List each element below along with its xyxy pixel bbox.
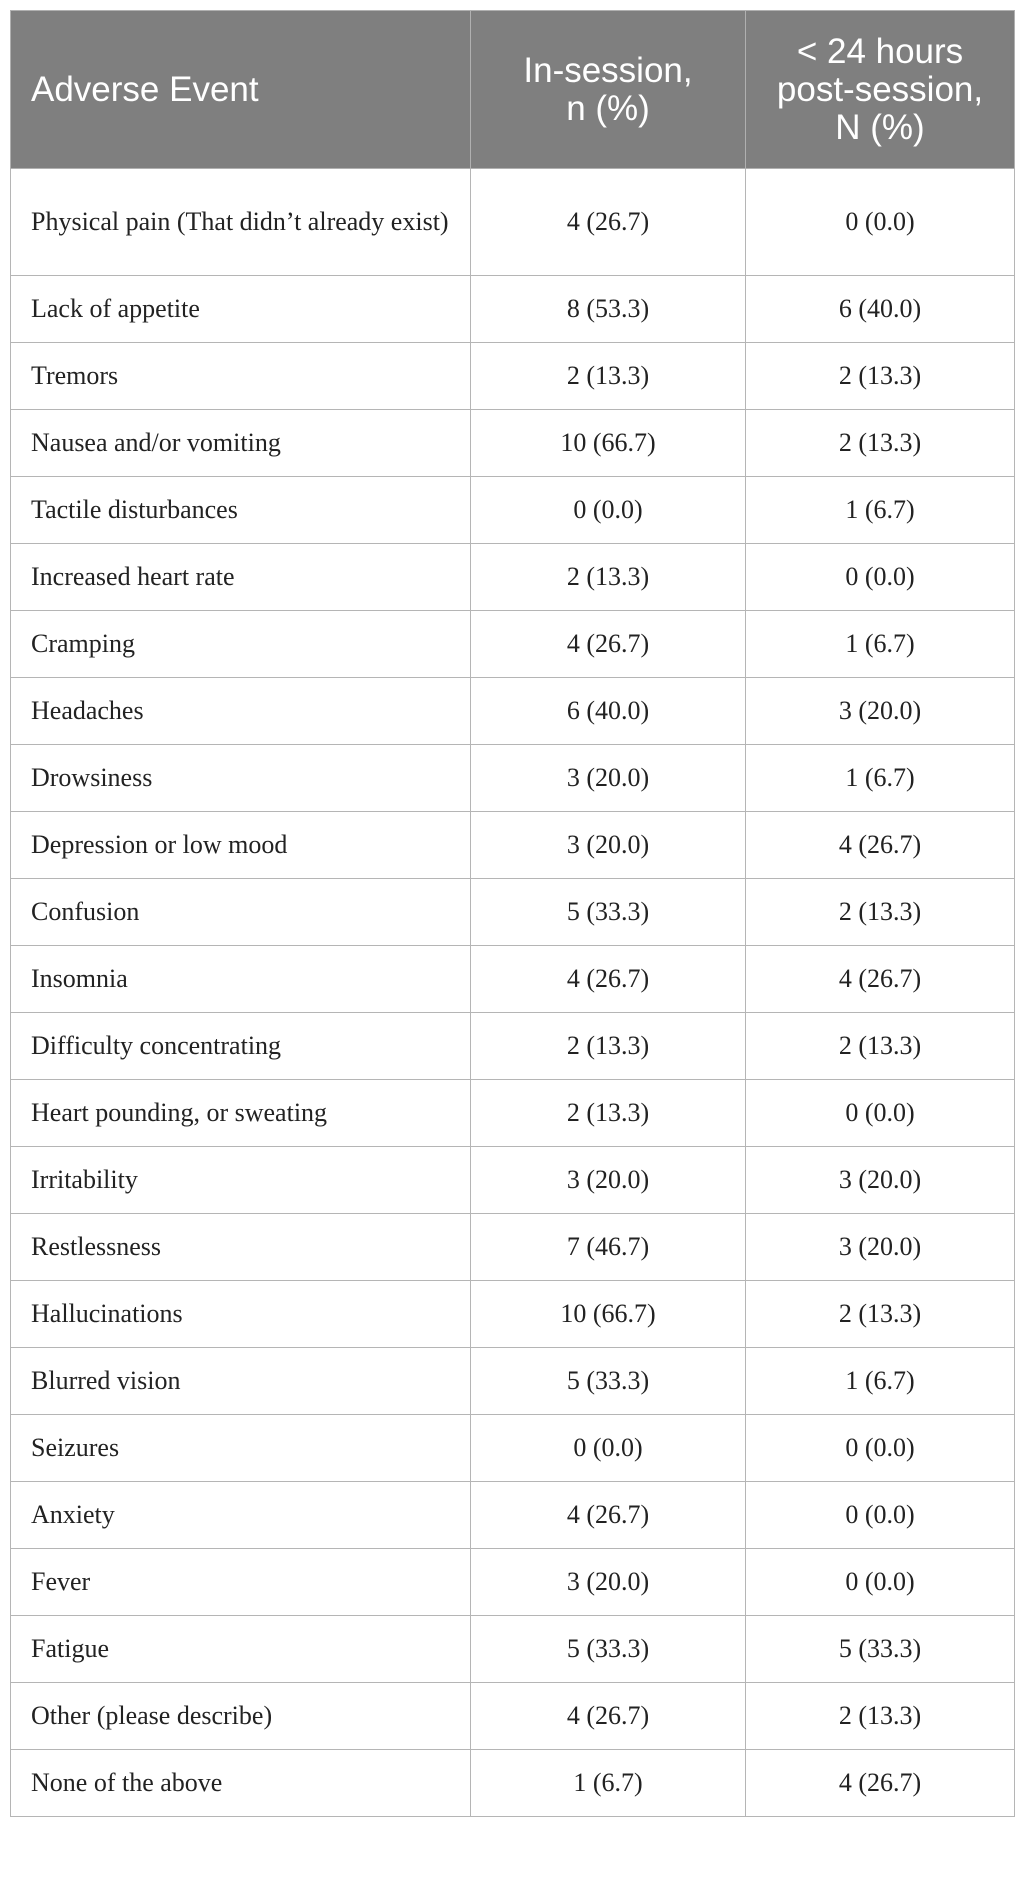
cell-post-session: 2 (13.3) xyxy=(746,1013,1015,1080)
header-line: N (%) xyxy=(835,107,925,147)
cell-adverse-event: Insomnia xyxy=(11,946,471,1013)
table-row xyxy=(11,879,1015,946)
table-header xyxy=(11,11,1015,169)
cell-post-session: 6 (40.0) xyxy=(746,276,1015,343)
cell-post-session: 2 (13.3) xyxy=(746,879,1015,946)
header-line: post-session, xyxy=(776,69,984,109)
table-row xyxy=(11,544,1015,611)
cell-adverse-event: Lack of appetite xyxy=(11,276,471,343)
cell-post-session: 0 (0.0) xyxy=(746,1080,1015,1147)
table-row xyxy=(11,611,1015,678)
cell-post-session: 4 (26.7) xyxy=(746,812,1015,879)
table-row xyxy=(11,1549,1015,1616)
cell-in-session: 3 (20.0) xyxy=(471,1147,746,1214)
cell-adverse-event: Cramping xyxy=(11,611,471,678)
header-adverse-event xyxy=(11,11,471,169)
table-row xyxy=(11,343,1015,410)
cell-adverse-event: Blurred vision xyxy=(11,1348,471,1415)
cell-in-session: 1 (6.7) xyxy=(471,1750,746,1817)
cell-post-session: 3 (20.0) xyxy=(746,1214,1015,1281)
cell-adverse-event: Physical pain (That didn’t already exist) xyxy=(11,169,471,276)
cell-in-session: 0 (0.0) xyxy=(471,1415,746,1482)
cell-adverse-event: Drowsiness xyxy=(11,745,471,812)
cell-post-session: 0 (0.0) xyxy=(746,169,1015,276)
cell-in-session: 4 (26.7) xyxy=(471,946,746,1013)
cell-in-session: 3 (20.0) xyxy=(471,745,746,812)
cell-post-session: 1 (6.7) xyxy=(746,477,1015,544)
cell-adverse-event: Other (please describe) xyxy=(11,1683,471,1750)
cell-in-session: 3 (20.0) xyxy=(471,812,746,879)
header-line: In-session, xyxy=(523,50,693,90)
cell-in-session: 10 (66.7) xyxy=(471,410,746,477)
cell-post-session: 0 (0.0) xyxy=(746,1549,1015,1616)
table-row xyxy=(11,1750,1015,1817)
cell-post-session: 1 (6.7) xyxy=(746,611,1015,678)
table-row xyxy=(11,1415,1015,1482)
cell-in-session: 5 (33.3) xyxy=(471,879,746,946)
table-row xyxy=(11,477,1015,544)
cell-in-session: 6 (40.0) xyxy=(471,678,746,745)
cell-adverse-event: Restlessness xyxy=(11,1214,471,1281)
cell-post-session: 4 (26.7) xyxy=(746,1750,1015,1817)
table-row xyxy=(11,1147,1015,1214)
table-row xyxy=(11,169,1015,276)
cell-in-session: 3 (20.0) xyxy=(471,1549,746,1616)
cell-in-session: 2 (13.3) xyxy=(471,1080,746,1147)
cell-adverse-event: Increased heart rate xyxy=(11,544,471,611)
cell-in-session: 4 (26.7) xyxy=(471,611,746,678)
table-row xyxy=(11,1214,1015,1281)
table-row xyxy=(11,1482,1015,1549)
cell-adverse-event: Depression or low mood xyxy=(11,812,471,879)
cell-adverse-event: Fatigue xyxy=(11,1616,471,1683)
cell-in-session: 4 (26.7) xyxy=(471,1482,746,1549)
table-row xyxy=(11,1616,1015,1683)
table-body xyxy=(11,169,1015,1817)
cell-post-session: 5 (33.3) xyxy=(746,1616,1015,1683)
table-row xyxy=(11,1348,1015,1415)
header-row xyxy=(11,11,1015,169)
cell-adverse-event: Heart pounding, or sweating xyxy=(11,1080,471,1147)
cell-in-session: 2 (13.3) xyxy=(471,544,746,611)
cell-adverse-event: Seizures xyxy=(11,1415,471,1482)
cell-adverse-event: Difficulty concentrating xyxy=(11,1013,471,1080)
cell-in-session: 4 (26.7) xyxy=(471,1683,746,1750)
cell-adverse-event: Fever xyxy=(11,1549,471,1616)
table-row xyxy=(11,946,1015,1013)
cell-post-session: 0 (0.0) xyxy=(746,544,1015,611)
cell-post-session: 2 (13.3) xyxy=(746,410,1015,477)
adverse-events-table-container xyxy=(10,10,1014,1817)
cell-in-session: 2 (13.3) xyxy=(471,343,746,410)
cell-adverse-event: None of the above xyxy=(11,1750,471,1817)
header-line: n (%) xyxy=(566,88,650,128)
cell-in-session: 4 (26.7) xyxy=(471,169,746,276)
cell-post-session: 0 (0.0) xyxy=(746,1482,1015,1549)
cell-post-session: 2 (13.3) xyxy=(746,343,1015,410)
cell-in-session: 7 (46.7) xyxy=(471,1214,746,1281)
cell-in-session: 5 (33.3) xyxy=(471,1348,746,1415)
cell-post-session: 2 (13.3) xyxy=(746,1281,1015,1348)
cell-in-session: 10 (66.7) xyxy=(471,1281,746,1348)
cell-adverse-event: Anxiety xyxy=(11,1482,471,1549)
table-row xyxy=(11,1683,1015,1750)
cell-post-session: 2 (13.3) xyxy=(746,1683,1015,1750)
table-row xyxy=(11,410,1015,477)
adverse-events-table xyxy=(10,10,1015,1817)
cell-adverse-event: Tremors xyxy=(11,343,471,410)
header-in-session xyxy=(471,11,746,169)
cell-adverse-event: Irritability xyxy=(11,1147,471,1214)
cell-post-session: 0 (0.0) xyxy=(746,1415,1015,1482)
cell-adverse-event: Tactile disturbances xyxy=(11,477,471,544)
table-row xyxy=(11,678,1015,745)
table-row xyxy=(11,1080,1015,1147)
cell-adverse-event: Confusion xyxy=(11,879,471,946)
header-post-session xyxy=(746,11,1015,169)
cell-post-session: 1 (6.7) xyxy=(746,745,1015,812)
cell-post-session: 1 (6.7) xyxy=(746,1348,1015,1415)
cell-post-session: 4 (26.7) xyxy=(746,946,1015,1013)
cell-post-session: 3 (20.0) xyxy=(746,1147,1015,1214)
table-row xyxy=(11,745,1015,812)
cell-post-session: 3 (20.0) xyxy=(746,678,1015,745)
cell-adverse-event: Nausea and/or vomiting xyxy=(11,410,471,477)
cell-in-session: 5 (33.3) xyxy=(471,1616,746,1683)
header-line: < 24 hours xyxy=(796,31,964,71)
header-line: Adverse Event xyxy=(31,69,259,109)
table-row xyxy=(11,276,1015,343)
table-row xyxy=(11,1013,1015,1080)
cell-in-session: 8 (53.3) xyxy=(471,276,746,343)
cell-adverse-event: Hallucinations xyxy=(11,1281,471,1348)
cell-in-session: 0 (0.0) xyxy=(471,477,746,544)
table-row xyxy=(11,1281,1015,1348)
cell-adverse-event: Headaches xyxy=(11,678,471,745)
cell-in-session: 2 (13.3) xyxy=(471,1013,746,1080)
table-row xyxy=(11,812,1015,879)
